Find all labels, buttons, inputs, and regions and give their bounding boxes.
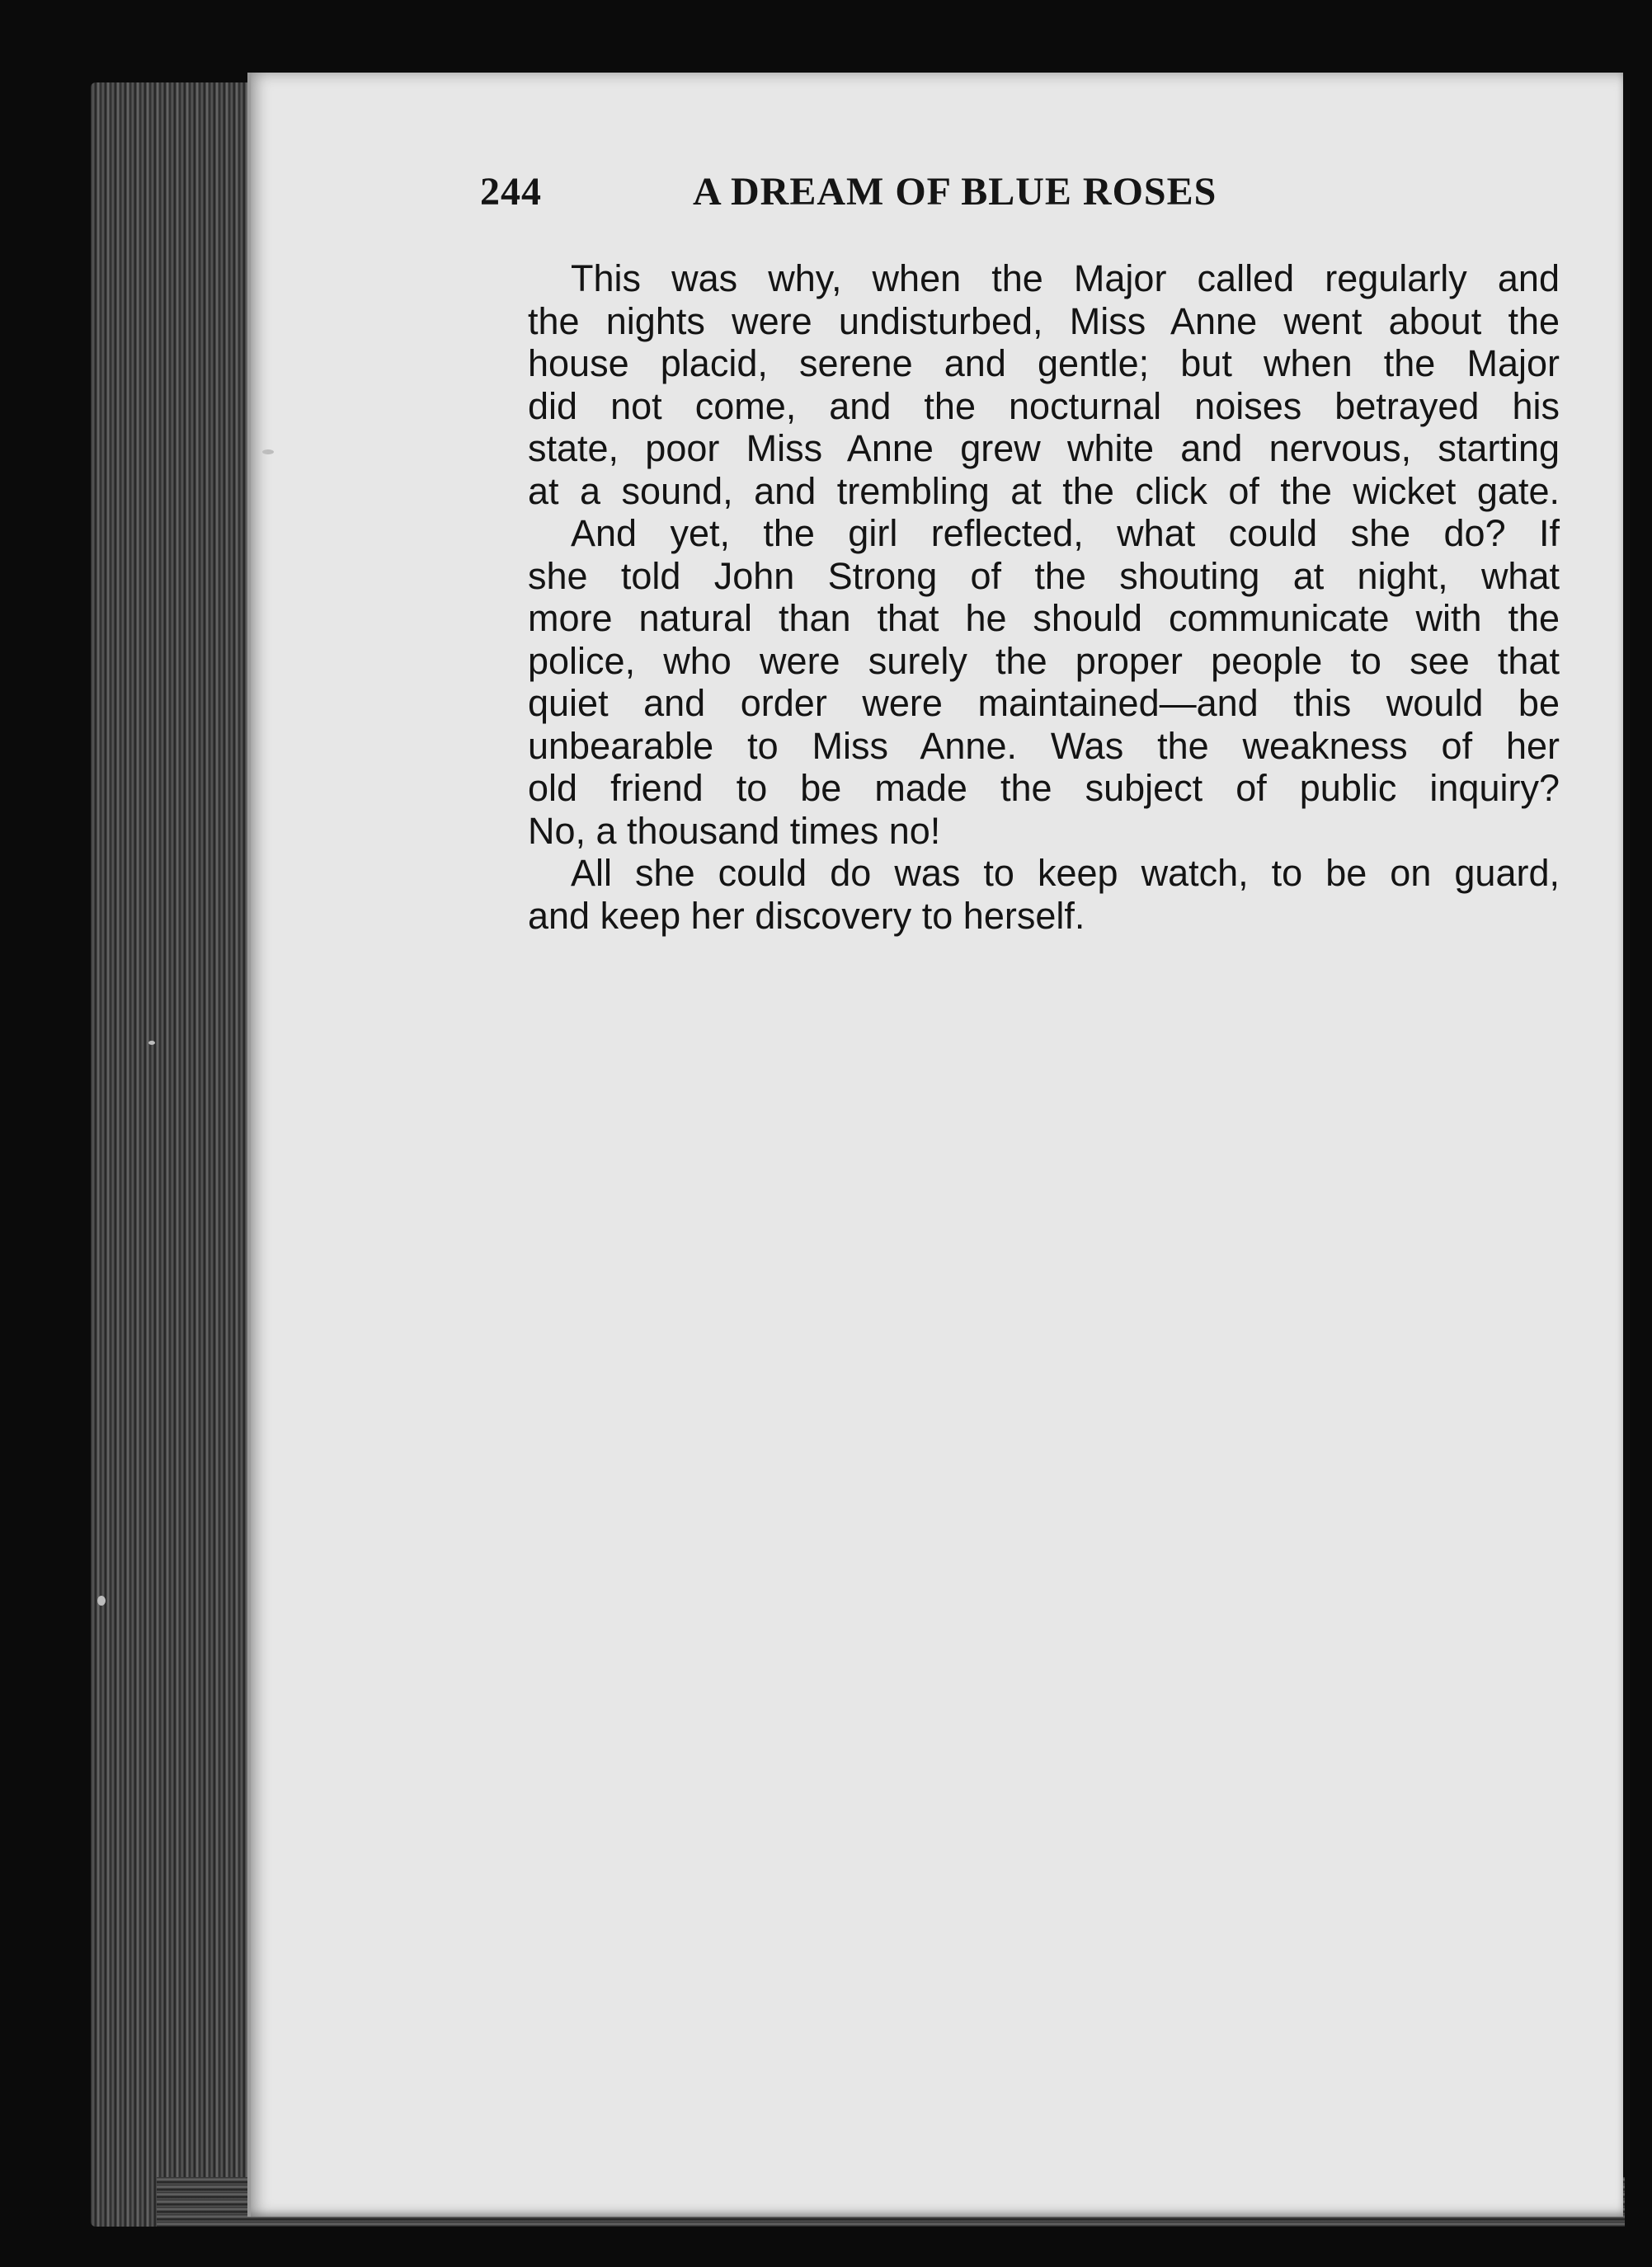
text-line: All she could do was to keep watch, to be on guard, bbox=[571, 852, 1560, 894]
text-line: state, poor Miss Anne grew white and nervous, starting bbox=[528, 427, 1560, 469]
text-line: house placid, serene and gentle; but when the Major bbox=[528, 342, 1560, 384]
page-number: 244 bbox=[480, 170, 542, 214]
text-line: did not come, and the nocturnal noises betrayed his bbox=[528, 384, 1560, 427]
scan-speck bbox=[148, 1041, 155, 1045]
gutter-shadow bbox=[247, 73, 251, 2217]
text-line: unbearable to Miss Anne. Was the weakness of her bbox=[528, 724, 1560, 767]
text-line: the nights were undisturbed, Miss Anne went about the bbox=[528, 299, 1560, 342]
body-text bbox=[485, 257, 1560, 937]
text-line: And yet, the girl reflected, what could she do? If bbox=[571, 512, 1560, 554]
paragraph-1 bbox=[485, 257, 1560, 512]
text-line: more natural than that he should communicate with the bbox=[528, 597, 1560, 639]
running-head-title: A DREAM OF BLUE ROSES bbox=[693, 170, 1217, 214]
book-page-edges bbox=[91, 82, 256, 2227]
paragraph-3 bbox=[485, 852, 1560, 937]
text-line: police, who were surely the proper people to see that bbox=[528, 639, 1560, 682]
text-line: quiet and order were maintained—and this would be bbox=[528, 682, 1560, 724]
text-line: This was why, when the Major called regularly and bbox=[571, 257, 1560, 299]
text-line: she told John Strong of the shouting at night, what bbox=[528, 554, 1560, 597]
text-line: No, a thousand times no! bbox=[528, 809, 941, 852]
text-line: and keep her discovery to herself. bbox=[528, 894, 1085, 937]
running-head bbox=[480, 169, 1346, 227]
text-line: old friend to be made the subject of public inquiry? bbox=[528, 767, 1560, 809]
text-line: at a sound, and trembling at the click of the wicket gate. bbox=[528, 469, 1560, 512]
paragraph-2 bbox=[485, 512, 1560, 852]
scan-speck bbox=[262, 449, 274, 454]
scan-speck bbox=[97, 1596, 106, 1606]
